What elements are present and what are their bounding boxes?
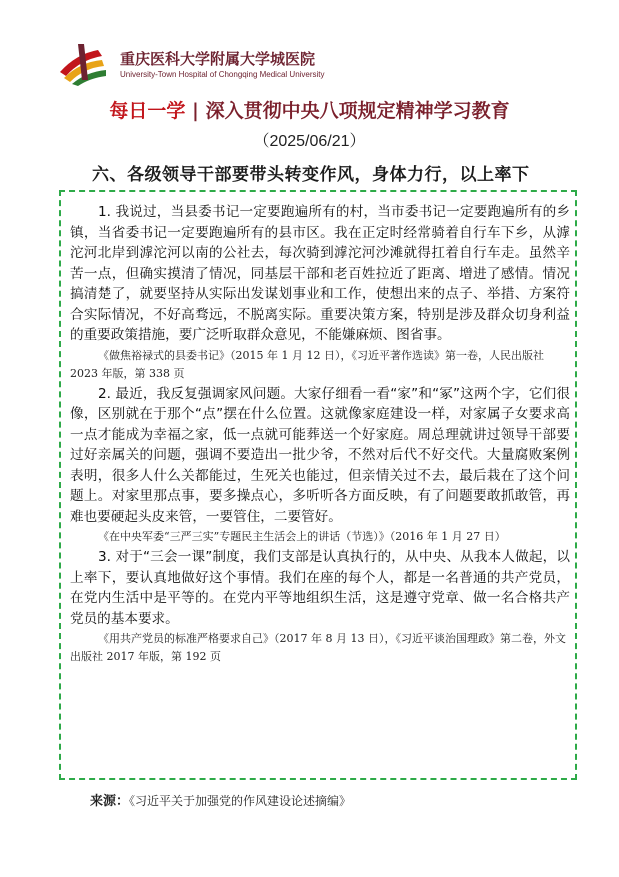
citation-1: 《做焦裕禄式的县委书记》（2015 年 1 月 12 日），《习近平著作选读》第一卷，人民出版社 2023 年版，第 338 页: [70, 348, 544, 380]
paragraph-1: 1. 我说过，当县委书记一定要跑遍所有的村，当市委书记一定要跑遍所有的乡镇，当省委书记一定要跑遍所有的县市区。我在正定时经常骑着自行车下乡，从滹沱河北岸到滹沱河以南的公社去，每次骑到滹沱河沙滩就得扛着自行车走。虽然辛苦一点，但确实摸清了情况，同基层干部和老百姓拉近了距离、增进了感情。情况搞清楚了，就要坚持从实际出发谋划事业和工作，使想出来的点子、举措、方案符合实际情况，不好高骛远，不脱离实际。重要决策方案，特别是涉及群众切身利益的重要政策措施，要广泛听取群众意见，不能嫌麻烦、图省事。: [70, 204, 570, 343]
quote-body: [70, 202, 570, 667]
source-line: [90, 790, 351, 809]
title-main: 深入贯彻中央八项规定精神学习教育: [205, 100, 510, 122]
source-text: 《习近平关于加强党的作风建设论述摘编》: [129, 794, 352, 808]
title-separator: |: [185, 100, 206, 122]
section-heading: 六、各级领导干部要带头转变作风，身体力行，以上率下: [92, 165, 530, 185]
date-line: （2025/06/21）: [253, 133, 366, 150]
citation-3: 《用共产党员的标准严格要求自己》（2017 年 8 月 13 日），《习近平谈治国理政》第二卷，外文出版社 2017 年版，第 192 页: [70, 632, 566, 663]
source-label: 来源：: [90, 794, 130, 809]
hospital-name-en: University-Town Hospital of Chongqing Medical University: [120, 70, 325, 79]
hospital-logo-icon: [58, 42, 110, 86]
citation-2: 《在中央军委“三严三实”专题民主生活会上的讲话（节选）》（2016 年 1 月 27 日）: [98, 530, 506, 543]
hospital-header: [58, 42, 325, 86]
paragraph-2: 2. 最近，我反复强调家风问题。大家仔细看一看“家”和“冢”这两个字，它们很像，区别就在于那个“点”摆在什么位置。这就像家庭建设一样，对家属子女要求高一点才能成为幸福之家，低一点就可能葬送一个好家庭。周总理就讲过领导干部要过好亲属关的问题，强调不要造出一批少爷，不然对后代不好交代。大量腐败案例表明，很多人什么关都能过，生死关也能过，但亲情关过不去，最后栽在了这个问题上。对家里那点事，要多操点心，多听听各方面反映，有了问题要敢抓敢管，再难也要硬起头皮来管，一要管住，二要管好。: [70, 385, 570, 525]
title-prefix: 每日一学: [109, 100, 186, 122]
hospital-name-cn: 重庆医科大学附属大学城医院: [120, 50, 316, 68]
paragraph-3: 3. 对于“三会一课”制度，我们支部是认真执行的，从中央、从我本人做起，以上率下，要认真地做好这个事情。我们在座的每个人，都是一名普通的共产党员，在党内生活中是平等的。在党内平等地组织生活，这是遵守党章、做一名合格共产党员的基本要求。: [70, 549, 570, 627]
page-title: [0, 96, 619, 123]
